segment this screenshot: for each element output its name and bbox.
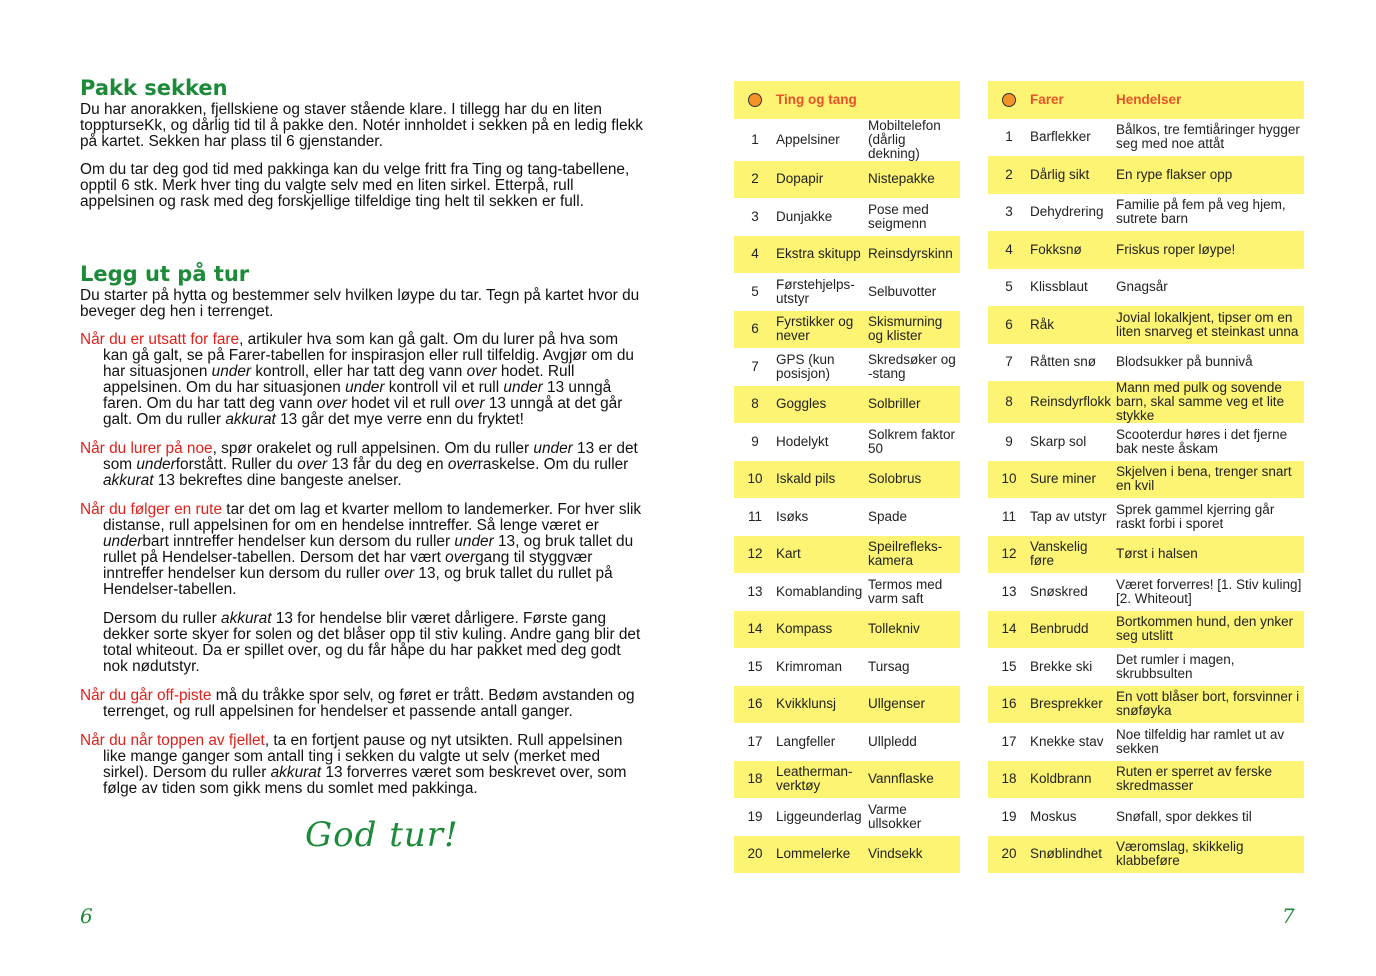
cell-col1: Dehydrering [1028, 194, 1114, 232]
row-number: 13 [988, 573, 1028, 611]
cell-col2: Noe tilfeldig har ramlet ut av sekken [1114, 723, 1304, 761]
table-row [734, 798, 960, 836]
cell-col2: Sprek gammel kjerring går raskt forbi i sporet [1114, 498, 1304, 536]
cell-col2: En vott blåser bort, forsvinner i snøføyka [1114, 686, 1304, 724]
cell-col1: Moskus [1028, 798, 1114, 836]
cell-col1: Råtten snø [1028, 344, 1114, 382]
cell-col1: Dårlig sikt [1028, 156, 1114, 194]
row-number: 14 [734, 611, 774, 649]
cell-col2: Bortkommen hund, den ynker seg utslitt [1114, 611, 1304, 649]
table-row [988, 344, 1304, 382]
cell-col1: Snøblindhet [1028, 836, 1114, 874]
table-row [988, 119, 1304, 157]
row-number: 7 [988, 344, 1028, 382]
cell-col2: Vannflaske [866, 761, 960, 799]
row-number: 4 [988, 231, 1028, 269]
cell-col2: Bålkos, tre femtiåringer hygger seg med noe attåt [1114, 119, 1304, 157]
row-number: 13 [734, 573, 774, 611]
row-number: 1 [734, 119, 774, 161]
cell-col2: Mobiltelefon (dårlig dekning) [866, 119, 960, 161]
table-row [734, 761, 960, 799]
cell-col2: Ullpledd [866, 723, 960, 761]
cell-col2: Skredsøker og -stang [866, 348, 960, 386]
rule-lurer: Når du lurer på noe, spør orakelet og rull appelsinen. Om du ruller under 13 er det som underforstått. Ruller du over 13 får du deg en overraskelse. Om du ruller akkurat 13 bekreftes dine bangeste anelser. [80, 440, 638, 489]
row-number: 10 [988, 461, 1028, 499]
row-number: 20 [734, 836, 774, 874]
header-hendelser: Hendelser [1114, 81, 1304, 119]
row-number: 18 [988, 761, 1028, 799]
table-row [734, 161, 960, 199]
rule-fare: Når du er utsatt for fare, artikuler hva som kan gå galt. Om du lurer på hva som kan gå galt, se på Farer-tabellen for inspirasjon eller rull tilfeldig. Avgjør om du har situasjonen under kontroll, eller har tatt deg vann over hodet. Rull appelsinen. Om du har situasjonen under kontroll vil et rull under 13 unngå faren. Om du har tatt deg vann over hodet vil et rull over 13 unngå at det går galt. Om du ruller akkurat 13 går det mye verre enn du fryktet! [80, 331, 634, 428]
row-number: 5 [734, 273, 774, 311]
left-page [80, 74, 646, 810]
cell-col2: Mann med pulk og sovende barn, skal samme veg et lite stykke [1114, 381, 1304, 423]
cell-col1: Liggeunderlag [774, 798, 866, 836]
cell-col2: Tørst i halsen [1114, 536, 1304, 574]
cell-col2: Familie på fem på veg hjem, sutrete barn [1114, 194, 1304, 232]
table-row [734, 536, 960, 574]
table-row [734, 573, 960, 611]
table-row [734, 273, 960, 311]
cell-col2: Væromslag, skikkelig klabbeføre [1114, 836, 1304, 874]
table-row [988, 194, 1304, 232]
cell-col2: Tursag [866, 648, 960, 686]
table-row [734, 236, 960, 274]
table-row [734, 836, 960, 874]
table-row [734, 648, 960, 686]
row-number: 9 [988, 423, 1028, 461]
row-number: 11 [988, 498, 1028, 536]
row-number: 9 [734, 423, 774, 461]
table-row [988, 686, 1304, 724]
paragraph-intro-1: Du har anorakken, fjellskiene og staver stående klare. I tillegg har du en liten toppturseKk, og dårlig tid til å pakke den. Notér innholdet i sekken på en ledig flekk på kartet. Sekken har plass til 6 gjenstander. [80, 101, 643, 150]
rule-toppen: Når du når toppen av fjellet, ta en fortjent pause og nyt utsikten. Rull appelsinen like mange ganger som antall ting i sekken du valgte ut selv (merket med sirkel). Dersom du ruller akkurat 13 forverres været som beskrevet over, som følge av tiden som gikk mens du somlet med pakkinga. [80, 732, 627, 797]
table-row [988, 723, 1304, 761]
table-row [734, 686, 960, 724]
table-row [988, 648, 1304, 686]
table-row [988, 536, 1304, 574]
cell-col2: Spade [866, 498, 960, 536]
cell-col2: Solbriller [866, 386, 960, 424]
table-header [734, 81, 960, 119]
cell-col1: Fokksnø [1028, 231, 1114, 269]
cell-col2: Friskus roper løype! [1114, 231, 1304, 269]
cell-col1: Kvikklunsj [774, 686, 866, 724]
cell-col2: Tollekniv [866, 611, 960, 649]
page-number-right: 7 [1282, 904, 1295, 928]
row-number: 3 [734, 198, 774, 236]
row-number: 6 [734, 311, 774, 349]
table-row [734, 348, 960, 386]
cell-col2: En rype flakser opp [1114, 156, 1304, 194]
page-number-left: 6 [80, 904, 93, 928]
row-number: 19 [734, 798, 774, 836]
table-row [734, 386, 960, 424]
row-number: 6 [988, 306, 1028, 344]
cell-col1: Lommelerke [774, 836, 866, 874]
header-ting: Ting og tang [774, 81, 960, 119]
orange-die-icon [748, 93, 762, 107]
row-number: 15 [988, 648, 1028, 686]
cell-col1: Dunjakke [774, 198, 866, 236]
cell-col2: Varme ullsokker [866, 798, 960, 836]
cell-col1: Kart [774, 536, 866, 574]
row-number: 2 [734, 161, 774, 199]
rule-rute: Når du følger en rute tar det om lag et kvarter mellom to landemerker. For hver slik distanse, rull appelsinen for om en hendelse inntreffer. Så lenge været er underbart inntreffer hendelser kun dersom du ruller under 13, og bruk tallet du rullet på Hendelser-tabellen. Dersom det har vært overgang til styggvær inntreffer hendelser kun dersom du ruller over 13, og bruk tallet du rullet på Hendelser-tabellen. [80, 501, 642, 598]
farer-table [988, 81, 1304, 873]
cell-col1: Appelsiner [774, 119, 866, 161]
cell-col2: Solkrem faktor 50 [866, 423, 960, 461]
row-number: 7 [734, 348, 774, 386]
cell-col2: Gnagsår [1114, 269, 1304, 307]
cell-col2: Været forverres! [1. Stiv kuling] [2. Whiteout] [1114, 573, 1304, 611]
cell-col2: Vindsekk [866, 836, 960, 874]
cell-col1: Knekke stav [1028, 723, 1114, 761]
row-number: 8 [734, 386, 774, 424]
header-farer: Farer [1028, 81, 1114, 119]
table-row [734, 498, 960, 536]
cell-col1: Langfeller [774, 723, 866, 761]
cell-col1: Leatherman-verktøy [774, 761, 866, 799]
row-number: 8 [988, 381, 1028, 423]
heading-legg-ut: Legg ut på tur [80, 262, 250, 286]
row-number: 19 [988, 798, 1028, 836]
cell-col1: Råk [1028, 306, 1114, 344]
cell-col1: Skarp sol [1028, 423, 1114, 461]
cell-col2: Termos med varm saft [866, 573, 960, 611]
table-row [734, 611, 960, 649]
row-number: 17 [988, 723, 1028, 761]
table-row [988, 381, 1304, 423]
cell-col1: Brekke ski [1028, 648, 1114, 686]
cell-col1: Bresprekker [1028, 686, 1114, 724]
table-row [988, 761, 1304, 799]
cell-col2: Speilrefleks-kamera [866, 536, 960, 574]
row-number: 16 [734, 686, 774, 724]
cell-col1: Sure miner [1028, 461, 1114, 499]
cell-col1: Iskald pils [774, 461, 866, 499]
table-row [988, 461, 1304, 499]
row-number: 17 [734, 723, 774, 761]
cell-col2: Snøfall, spor dekkes til [1114, 798, 1304, 836]
cell-col1: Barflekker [1028, 119, 1114, 157]
row-number: 4 [734, 236, 774, 274]
row-number: 16 [988, 686, 1028, 724]
cell-col1: Hodelykt [774, 423, 866, 461]
cell-col1: Reinsdyrflokk [1028, 381, 1114, 423]
table-row [734, 461, 960, 499]
table-row [988, 156, 1304, 194]
table-row [988, 269, 1304, 307]
row-number: 12 [988, 536, 1028, 574]
cell-col2: Ullgenser [866, 686, 960, 724]
row-number: 15 [734, 648, 774, 686]
row-number: 10 [734, 461, 774, 499]
row-number: 12 [734, 536, 774, 574]
cell-col2: Nistepakke [866, 161, 960, 199]
table-row [988, 231, 1304, 269]
paragraph-start: Du starter på hytta og bestemmer selv hvilken løype du tar. Tegn på kartet hvor du beveger deg hen i terrenget. [80, 287, 640, 320]
table-row [988, 498, 1304, 536]
cell-col1: Fyrstikker og never [774, 311, 866, 349]
god-tur-signature: God tur! [305, 815, 459, 855]
cell-col2: Reinsdyrskinn [866, 236, 960, 274]
orange-die-icon [1002, 93, 1016, 107]
cell-col2: Det rumler i magen, skrubbsulten [1114, 648, 1304, 686]
table-row [734, 198, 960, 236]
cell-col2: Scooterdur høres i det fjerne bak neste åskam [1114, 423, 1304, 461]
cell-col1: Koldbrann [1028, 761, 1114, 799]
cell-col2: Selbuvotter [866, 273, 960, 311]
table-row [988, 798, 1304, 836]
cell-col1: Komablanding [774, 573, 866, 611]
rule-offpiste: Når du går off-piste må du tråkke spor selv, og føret er trått. Bedøm avstanden og terrenget, og rull appelsinen for hendelser et passende antall ganger. [80, 687, 635, 720]
table-row [734, 423, 960, 461]
table-row [988, 611, 1304, 649]
cell-col1: Snøskred [1028, 573, 1114, 611]
table-row [988, 306, 1304, 344]
cell-col1: Ekstra skitupp [774, 236, 866, 274]
cell-col1: Klissblaut [1028, 269, 1114, 307]
cell-col2: Pose med seigmenn [866, 198, 960, 236]
cell-col1: Benbrudd [1028, 611, 1114, 649]
heading-pakk-sekken: Pakk sekken [80, 76, 228, 100]
cell-col1: Førstehjelps-utstyr [774, 273, 866, 311]
table-row [988, 836, 1304, 874]
cell-col1: Goggles [774, 386, 866, 424]
row-number: 3 [988, 194, 1028, 232]
cell-col1: Vanskelig føre [1028, 536, 1114, 574]
row-number: 5 [988, 269, 1028, 307]
row-number: 20 [988, 836, 1028, 874]
cell-col2: Skjelven i bena, trenger snart en kvil [1114, 461, 1304, 499]
cell-col2: Solobrus [866, 461, 960, 499]
paragraph-intro-2: Om du tar deg god tid med pakkinga kan du velge fritt fra Ting og tang-tabellene, opptil 6 stk. Merk hver ting du valgte selv med en liten sirkel. Etterpå, rull appelsinen og rask med deg forskjellige tilfeldige ting helt til sekken er full. [80, 161, 630, 210]
cell-col1: Tap av utstyr [1028, 498, 1114, 536]
ting-og-tang-table [734, 81, 960, 873]
cell-col1: Dopapir [774, 161, 866, 199]
table-header [988, 81, 1304, 119]
cell-col1: GPS (kun posisjon) [774, 348, 866, 386]
table-row [988, 423, 1304, 461]
cell-col2: Skismurning og klister [866, 311, 960, 349]
cell-col2: Blodsukker på bunnivå [1114, 344, 1304, 382]
table-row [988, 573, 1304, 611]
row-number: 1 [988, 119, 1028, 157]
cell-col2: Jovial lokalkjent, tipser om en liten snarveg et steinkast unna [1114, 306, 1304, 344]
row-number: 11 [734, 498, 774, 536]
cell-col1: Isøks [774, 498, 866, 536]
rule-rute-2: Dersom du ruller akkurat 13 for hendelse blir været dårligere. Første gang dekker sorte skyer for solen og det blåser opp til stiv kuling. Andre gang blir det total whiteout. Da er spillet over, og du får håpe du har pakket med deg godt nok nødutstyr. [103, 610, 641, 675]
table-row [734, 119, 960, 161]
row-number: 18 [734, 761, 774, 799]
row-number: 14 [988, 611, 1028, 649]
table-row [734, 723, 960, 761]
cell-col1: Krimroman [774, 648, 866, 686]
cell-col2: Ruten er sperret av ferske skredmasser [1114, 761, 1304, 799]
row-number: 2 [988, 156, 1028, 194]
cell-col1: Kompass [774, 611, 866, 649]
table-row [734, 311, 960, 349]
